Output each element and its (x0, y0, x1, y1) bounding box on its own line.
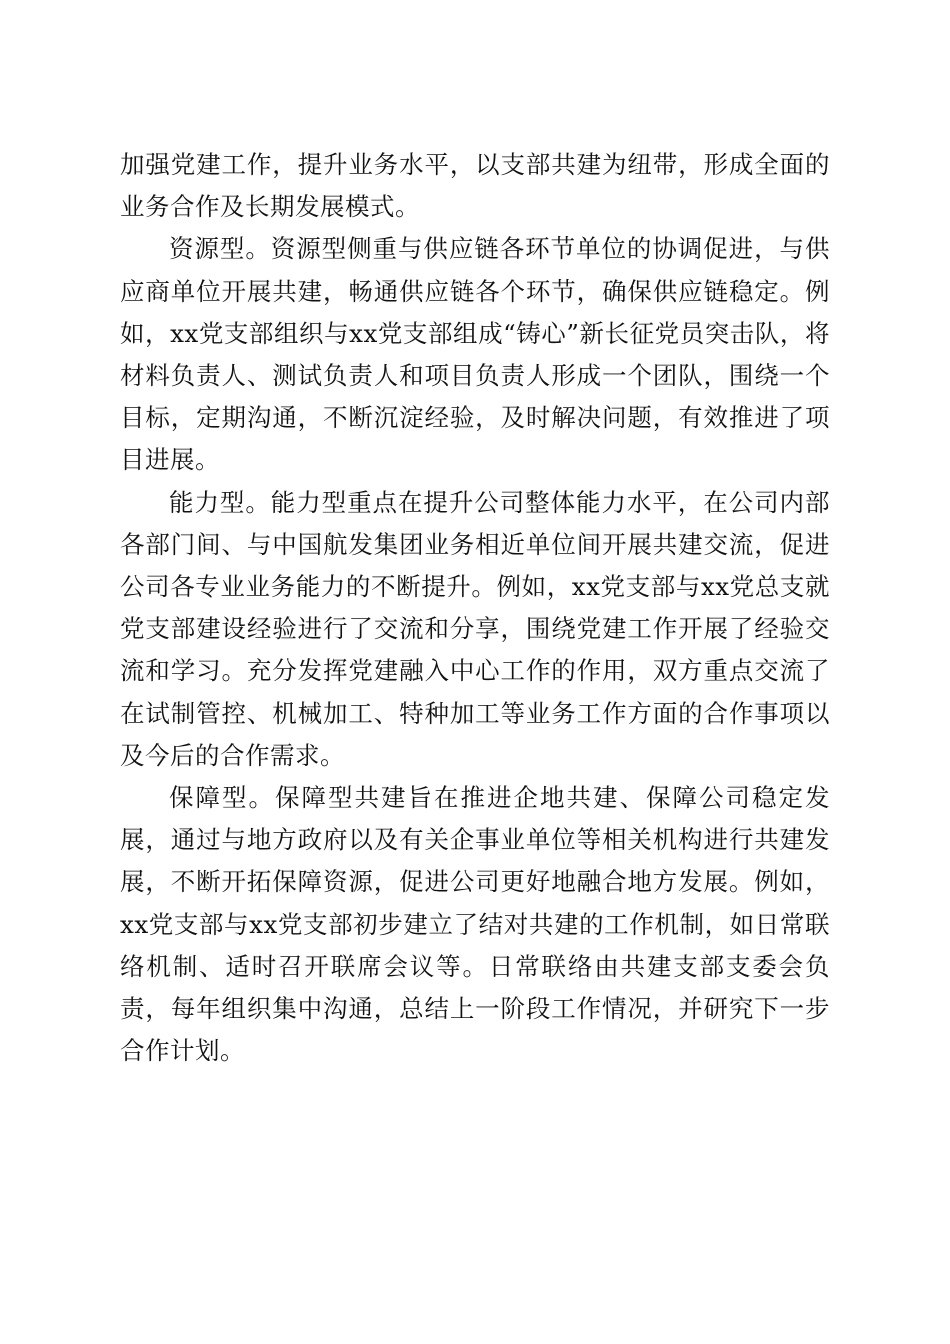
paragraph-resource-type: 资源型。资源型侧重与供应链各环节单位的协调促进，与供应商单位开展共建，畅通供应链各个环节，确保供应链稳定。例如，xx党支部组织与xx党支部组成“铸心”新长征党员突击队，将材料负责人、测试负责人和项目负责人形成一个团队，围绕一个目标，定期沟通，不断沉淀经验，及时解决问题，有效推进了项目进展。 (120, 234, 830, 475)
document-body (120, 144, 830, 1072)
paragraph-capability-type: 能力型。能力型重点在提升公司整体能力水平，在公司内部各部门间、与中国航发集团业务相近单位间开展共建交流，促进公司各专业业务能力的不断提升。例如，xx党支部与xx党总支就党支部建设经验进行了交流和分享，围绕党建工作开展了经验交流和学习。充分发挥党建融入中心工作的作用，双方重点交流了在试制管控、机械加工、特种加工等业务工作方面的合作事项以及今后的合作需求。 (120, 487, 830, 770)
paragraph-guarantee-type: 保障型。保障型共建旨在推进企地共建、保障公司稳定发展，通过与地方政府以及有关企事业单位等相关机构进行共建发展，不断开拓保障资源，促进公司更好地融合地方发展。例如，xx党支部与xx党支部初步建立了结对共建的工作机制，如日常联络机制、适时召开联席会议等。日常联络由共建支部支委会负责，每年组织集中沟通，总结上一阶段工作情况，并研究下一步合作计划。 (120, 783, 830, 1066)
paragraph-continuation: 加强党建工作，提升业务水平，以支部共建为纽带，形成全面的业务合作及长期发展模式。 (120, 150, 830, 222)
